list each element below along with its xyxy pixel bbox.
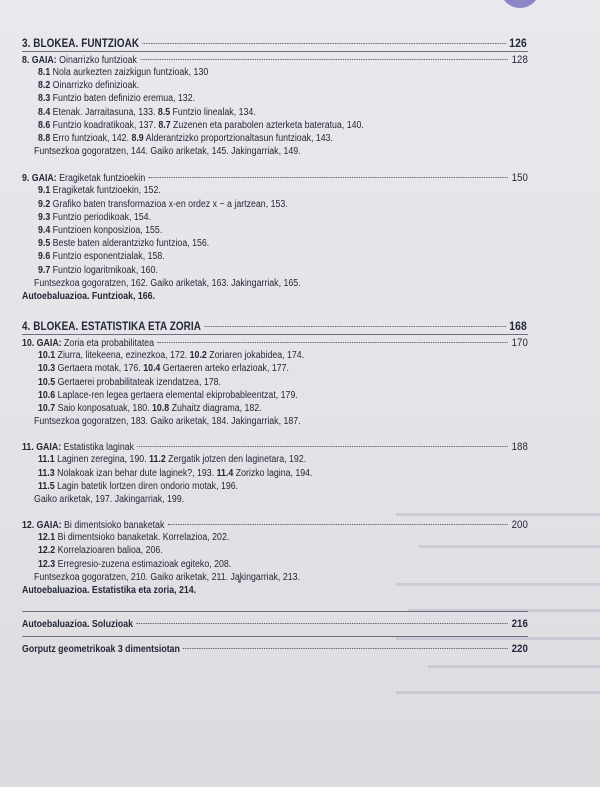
- section-line: [38, 362, 544, 375]
- section-number: 10.1: [38, 350, 56, 362]
- section-line: [38, 531, 544, 544]
- section-number: 11.4: [216, 467, 234, 479]
- dot-leader: [183, 648, 508, 649]
- chapter-extras: Funtsezkoa gogoratzen, 183. Gaiko ariketak, 184. Jakingarriak, 187.: [34, 416, 301, 428]
- section-line: [38, 224, 544, 237]
- section-line: [38, 198, 544, 211]
- block-self-assessment: Autoebaluazioa. Funtzioak, 166.: [22, 291, 156, 303]
- dot-leader: [140, 59, 508, 60]
- section-line: [38, 349, 544, 362]
- final-rule: [22, 611, 528, 612]
- section-number: 10.7: [38, 403, 56, 415]
- chapter-extras: Funtsezkoa gogoratzen, 144. Gaiko ariketak, 145. Jakingarriak, 149.: [34, 146, 301, 158]
- section-title: Oinarrizko definizioak.: [52, 80, 140, 92]
- block-title-text: 4. BLOKEA. ESTATISTIKA ETA ZORIA: [22, 321, 201, 334]
- chapter-name: Eragiketak funtzioekin: [59, 173, 146, 185]
- section-number: 8.4: [38, 106, 51, 118]
- chapter-name: Zoria eta probabilitatea: [64, 338, 155, 350]
- section-line: [38, 544, 544, 557]
- chapter-page-number: 150: [511, 172, 528, 185]
- final-rule: [22, 636, 528, 637]
- back-matter-entry: [22, 618, 528, 630]
- section-line: [38, 237, 544, 250]
- section-title: Zorizko lagina, 194.: [235, 467, 313, 479]
- section-title: Grafiko baten transformazioa x-en ordez x − a jartzean, 153.: [52, 198, 288, 210]
- section-number: 11.3: [38, 467, 55, 479]
- section-title: Laginen zeregina, 190.: [57, 454, 147, 466]
- section-title: Etenak. Jarraitasuna, 133.: [52, 106, 156, 118]
- section-line: [38, 264, 544, 277]
- chapter-number: 8. GAIA:: [22, 55, 57, 66]
- back-matter-entry: [22, 643, 528, 655]
- section-number: 8.3: [38, 93, 51, 105]
- section-line: [38, 184, 544, 197]
- section-title: Funtzio baten definizio eremua, 132.: [52, 93, 196, 105]
- section-title: Beste baten alderantzizko funtzioa, 156.: [52, 238, 210, 250]
- block-rule: [22, 51, 528, 52]
- section-number: 8.5: [157, 106, 171, 118]
- chapter-number: 11. GAIA:: [22, 442, 62, 454]
- chapter-title: [22, 173, 145, 184]
- dot-leader: [138, 446, 509, 447]
- section-title: Erregresio-zuzena estimazioak egiteko, 208.: [57, 558, 232, 570]
- chapter-extras: Gaiko ariketak, 197. Jakingarriak, 199.: [34, 494, 185, 506]
- section-title: Nola aurkezten zaizkigun funtzioak, 130: [52, 67, 209, 78]
- section-title: Saio konposatuak, 180.: [57, 403, 150, 415]
- section-line: [38, 558, 544, 571]
- chapter-number: 12. GAIA:: [22, 520, 62, 532]
- section-title: Funtzioen konposizioa, 155.: [52, 225, 163, 237]
- dot-leader: [204, 326, 505, 327]
- section-line: [38, 389, 544, 402]
- block-title-text: 3. BLOKEA. FUNTZIOAK: [22, 38, 140, 50]
- chapter-title: [22, 520, 164, 531]
- section-line: [38, 480, 544, 493]
- section-title: Gertaera motak, 176.: [57, 363, 141, 375]
- section-number: 8.1: [38, 67, 51, 78]
- section-number: 10.4: [143, 363, 161, 375]
- section-title: Zergatik jotzen den laginetara, 192.: [168, 454, 307, 466]
- section-number: 9.3: [38, 211, 51, 223]
- back-matter-title: Gorputz geometrikoak 3 dimentsiotan: [22, 644, 180, 656]
- section-title: Zuzenen eta parabolen azterketa bateratua, 140.: [173, 119, 364, 131]
- section-number: 9.2: [38, 198, 51, 210]
- section-line: [38, 92, 544, 105]
- back-matter-page: 220: [511, 643, 528, 656]
- section-number: 9.7: [38, 264, 51, 276]
- section-number: 11.2: [149, 454, 166, 466]
- chapter-heading: [22, 441, 528, 453]
- section-number: 10.2: [189, 350, 207, 362]
- chapter-name: Oinarrizko funtzioak: [59, 55, 137, 66]
- section-number: 11.5: [38, 480, 55, 492]
- section-title: Funtzio logaritmikoak, 160.: [52, 264, 158, 276]
- back-matter-page: 216: [511, 618, 528, 631]
- section-line: [38, 119, 544, 132]
- section-number: 10.6: [38, 389, 56, 401]
- dot-leader: [158, 342, 509, 343]
- section-number: 9.1: [38, 185, 51, 197]
- chapter-page-number: 128: [511, 54, 528, 66]
- section-title: Erro funtzioak, 142.: [52, 133, 129, 145]
- section-number: 10.5: [38, 376, 56, 388]
- section-title: Funtzio koadratikoak, 137.: [52, 119, 156, 131]
- section-line: [38, 106, 544, 119]
- dot-leader: [137, 623, 509, 624]
- section-line: [38, 66, 544, 79]
- section-line: [38, 467, 544, 480]
- block-rule: [22, 334, 528, 335]
- chapter-title: [22, 55, 137, 66]
- section-line: [38, 79, 544, 92]
- section-number: 9.5: [38, 238, 51, 250]
- section-number: 12.2: [38, 545, 56, 557]
- chapter-page-number: 188: [511, 441, 528, 454]
- section-number: 12.3: [38, 558, 56, 570]
- dot-leader: [168, 524, 508, 525]
- section-title: Eragiketak funtzioekin, 152.: [52, 185, 161, 197]
- back-matter-title: Autoebaluazioa. Soluzioak: [22, 619, 134, 631]
- chapter-name: Estatistika laginak: [63, 442, 135, 454]
- block-self-assessment: Autoebaluazioa. Estatistika eta zoria, 214.: [22, 585, 197, 597]
- chapter-heading: [22, 337, 528, 349]
- section-number: 10.3: [38, 363, 56, 375]
- section-number: 9.6: [38, 251, 51, 263]
- section-line: [38, 402, 544, 415]
- section-line: [38, 132, 544, 145]
- section-title: Lagin batetik lortzen diren ondorio motak, 196.: [57, 480, 239, 492]
- section-title: Nolakoak izan behar dute laginek?, 193.: [57, 467, 215, 479]
- section-line: [38, 250, 544, 263]
- chapter-heading: [22, 519, 528, 531]
- block-page-number: 126: [509, 36, 527, 50]
- section-title: Alderantzizko proportzionaltasun funtzioak, 143.: [145, 133, 334, 145]
- dot-leader: [143, 43, 506, 44]
- chapter-page-number: 200: [511, 519, 528, 532]
- table-of-contents: [22, 36, 528, 655]
- section-title: Laplace-ren legea gertaera elemental ekiprobableentzat, 179.: [57, 389, 298, 401]
- chapter-heading: [22, 54, 528, 66]
- section-title: Funtzio esponentzialak, 158.: [52, 251, 165, 263]
- section-number: 8.2: [38, 80, 51, 92]
- section-title: Funtzio periodikoak, 154.: [52, 211, 152, 223]
- block-heading: [22, 319, 527, 333]
- chapter-number: 9. GAIA:: [22, 173, 57, 185]
- block-page-number: 168: [509, 319, 527, 334]
- chapter-page-number: 170: [511, 337, 528, 350]
- section-line: [38, 376, 544, 389]
- section-title: Gertaeren arteko erlazioak, 177.: [162, 363, 289, 375]
- section-line: [38, 211, 544, 224]
- section-number: 10.8: [152, 403, 170, 415]
- section-number: 9.4: [38, 225, 51, 237]
- section-title: Ziurra, litekeena, ezinezkoa, 172.: [57, 350, 188, 362]
- section-number: 12.1: [38, 532, 56, 544]
- chapter-extras: Funtsezkoa gogoratzen, 162. Gaiko ariketak, 163. Jakingarriak, 165.: [34, 277, 301, 289]
- chapter-name: Bi dimentsioko banaketak: [64, 520, 165, 532]
- section-number: 8.9: [131, 133, 144, 145]
- section-number: 8.8: [38, 133, 51, 145]
- chapter-title: [22, 338, 154, 349]
- section-title: Korrelazioaren balioa, 206.: [57, 545, 163, 557]
- section-number: 8.6: [38, 119, 51, 131]
- section-title: Funtzio linealak, 134.: [172, 106, 256, 118]
- chapter-number: 10. GAIA:: [22, 338, 62, 350]
- section-title: Gertaerei probabilitateak izendatzea, 178.: [57, 376, 221, 388]
- dot-leader: [149, 177, 508, 178]
- chapter-extras: Funtsezkoa gogoratzen, 210. Gaiko ariketak, 211. Jakingarriak, 213.: [34, 571, 300, 583]
- section-title: Zoriaren jokabidea, 174.: [209, 350, 305, 362]
- chapter-heading: [22, 172, 528, 184]
- section-number: 11.1: [38, 454, 55, 466]
- section-number: 8.7: [158, 119, 171, 131]
- chapter-title: [22, 442, 134, 453]
- section-title: Bi dimentsioko banaketak. Korrelazioa, 202.: [57, 532, 230, 544]
- section-line: [38, 453, 544, 466]
- section-title: Zuhaitz diagrama, 182.: [171, 403, 262, 415]
- block-heading: [22, 36, 527, 50]
